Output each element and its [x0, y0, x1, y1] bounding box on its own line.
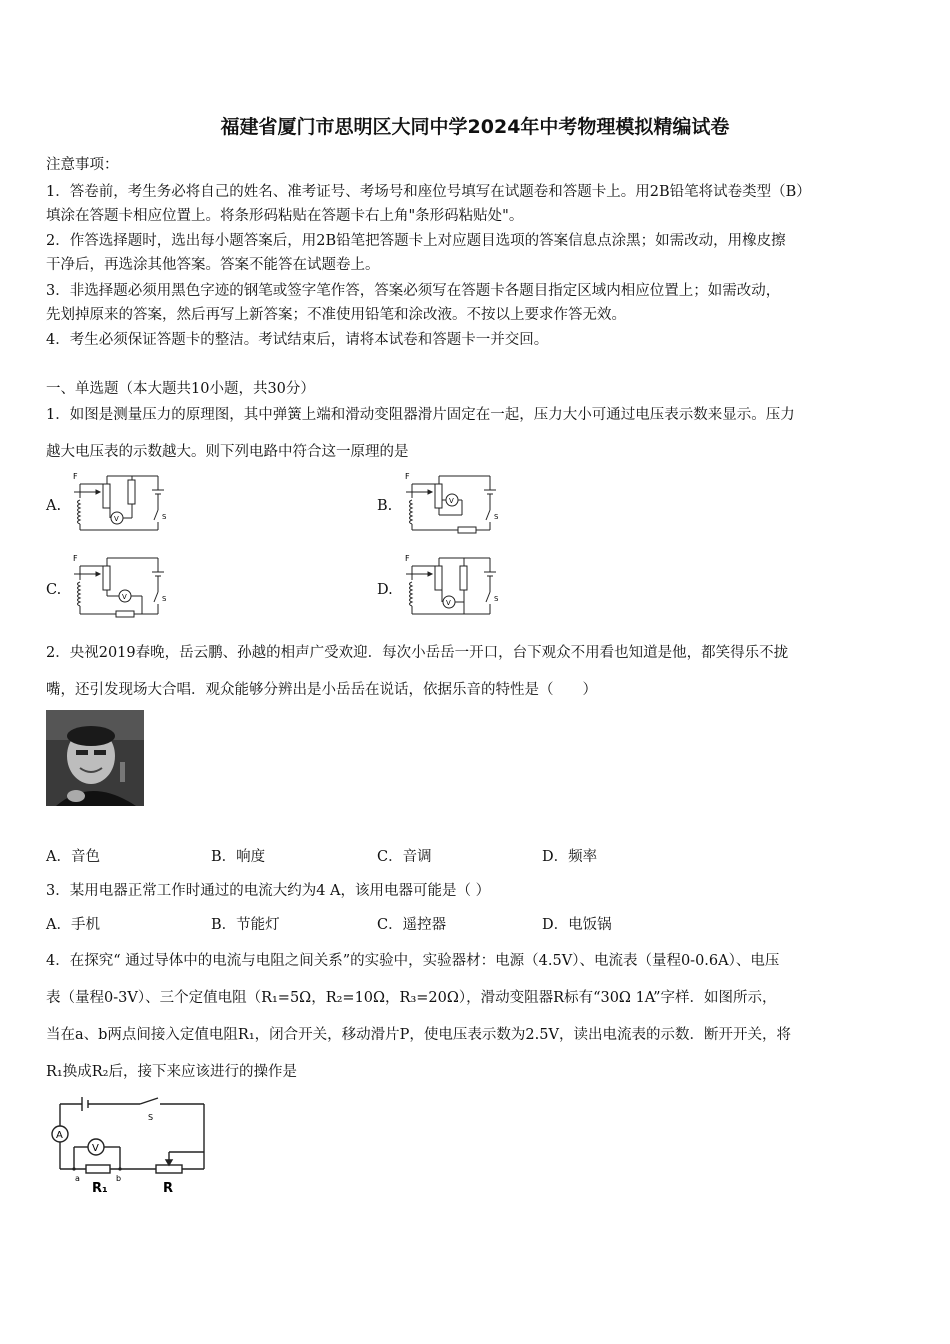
- option-d-label: D.: [377, 582, 393, 598]
- r-label: R: [163, 1181, 174, 1196]
- option-a-label: A.: [46, 498, 62, 514]
- voltmeter-label: V: [446, 599, 451, 607]
- notice-line: 1．答卷前，考生务必将自己的姓名、准考证号、考场号和座位号填写在试题卷和答题卡上。用2B铅笔将试卷类型（B）: [46, 184, 811, 200]
- q3-option-c: C．遥控器: [377, 917, 447, 933]
- switch-label: S: [162, 513, 167, 521]
- q3-option-d: D．电饭锅: [542, 917, 612, 933]
- voltmeter-label: V: [449, 497, 454, 505]
- circuit-diagram-b: [402, 470, 502, 535]
- q3-option-a: A．手机: [46, 917, 100, 933]
- r1-label: R₁: [92, 1181, 108, 1196]
- force-label: F: [73, 554, 78, 563]
- circuit-diagram-c: [70, 552, 170, 620]
- q2-option-d: D．频率: [542, 849, 598, 865]
- force-label: F: [405, 472, 410, 481]
- point-a-label: a: [75, 1174, 80, 1183]
- notice-line: 3．非选择题必须用黑色字迹的钢笔或签字笔作答，答案必须写在答题卡各题目指定区域内相应位置上；如需改动，: [46, 283, 781, 299]
- force-label: F: [405, 554, 410, 563]
- voltmeter-label: V: [92, 1143, 99, 1154]
- option-c-label: C.: [46, 582, 62, 598]
- question-4-text: 4．在探究“ 通过导体中的电流与电阻之间关系”的实验中，实验器材：电源（4.5V）、电流表（量程0-0.6A）、电压: [46, 953, 780, 969]
- voltmeter-label: V: [114, 515, 119, 523]
- notice-line: 干净后，再选涂其他答案。答案不能答在试题卷上。: [46, 257, 380, 273]
- voltmeter-label: V: [122, 593, 127, 601]
- question-2-text: 2．央视2019春晚，岳云鹏、孙越的相声广受欢迎．每次小岳岳一开口，台下观众不用看也知道是他，都笑得乐不拢: [46, 645, 789, 661]
- notice-line: 2．作答选择题时，选出每小题答案后，用2B铅笔把答题卡上对应题目选项的答案信息点涂黑；如需改动，用橡皮擦: [46, 233, 786, 249]
- circuit-diagram-a: [70, 470, 170, 535]
- q3-option-b: B．节能灯: [211, 917, 280, 933]
- notice-heading: 注意事项：: [46, 157, 119, 173]
- question-4-text: 表（量程0-3V）、三个定值电阻（R₁=5Ω，R₂=10Ω，R₃=20Ω），滑动变阻器R标有“30Ω 1A”字样．如图所示，: [46, 990, 777, 1006]
- question-1-text: 越大电压表的示数越大。则下列电路中符合这一原理的是: [46, 444, 409, 460]
- q2-option-b: B．响度: [211, 849, 266, 865]
- q2-option-a: A．音色: [46, 849, 100, 865]
- circuit-diagram-q4: [44, 1092, 214, 1202]
- page-title: 福建省厦门市思明区大同中学2024年中考物理模拟精编试卷: [220, 116, 730, 138]
- question-3-text: 3．某用电器正常工作时通过的电流大约为4 A，该用电器可能是（ ）: [46, 883, 491, 899]
- switch-label: S: [494, 595, 499, 603]
- question-4-text: 当在a、b两点间接入定值电阻R₁，闭合开关，移动滑片P，使电压表示数为2.5V，读出电流表的示数．断开开关，将: [46, 1027, 791, 1043]
- ammeter-label: A: [56, 1130, 63, 1141]
- point-b-label: b: [116, 1174, 122, 1183]
- option-b-label: B.: [377, 498, 393, 514]
- performer-photo: [46, 710, 144, 806]
- question-1-text: 1．如图是测量压力的原理图，其中弹簧上端和滑动变阻器滑片固定在一起，压力大小可通过电压表示数来显示。压力: [46, 407, 795, 423]
- switch-label: S: [494, 513, 499, 521]
- circuit-diagram-d: [402, 552, 502, 620]
- q2-option-c: C．音调: [377, 849, 432, 865]
- question-4-text: R₁换成R₂后，接下来应该进行的操作是: [46, 1064, 297, 1080]
- section-heading: 一、单选题（本大题共10小题，共30分）: [46, 381, 315, 397]
- question-2-text: 嘴，还引发现场大合唱．观众能够分辨出是小岳岳在说话，依据乐音的特性是（ ）: [46, 682, 597, 698]
- notice-line: 填涂在答题卡相应位置上。将条形码粘贴在答题卡右上角"条形码粘贴处"。: [46, 208, 524, 224]
- switch-label: S: [148, 1113, 154, 1122]
- force-label: F: [73, 472, 78, 481]
- notice-line: 4．考生必须保证答题卡的整洁。考试结束后，请将本试卷和答题卡一并交回。: [46, 332, 549, 348]
- switch-label: S: [162, 595, 167, 603]
- notice-line: 先划掉原来的答案，然后再写上新答案；不准使用铅笔和涂改液。不按以上要求作答无效。: [46, 307, 626, 323]
